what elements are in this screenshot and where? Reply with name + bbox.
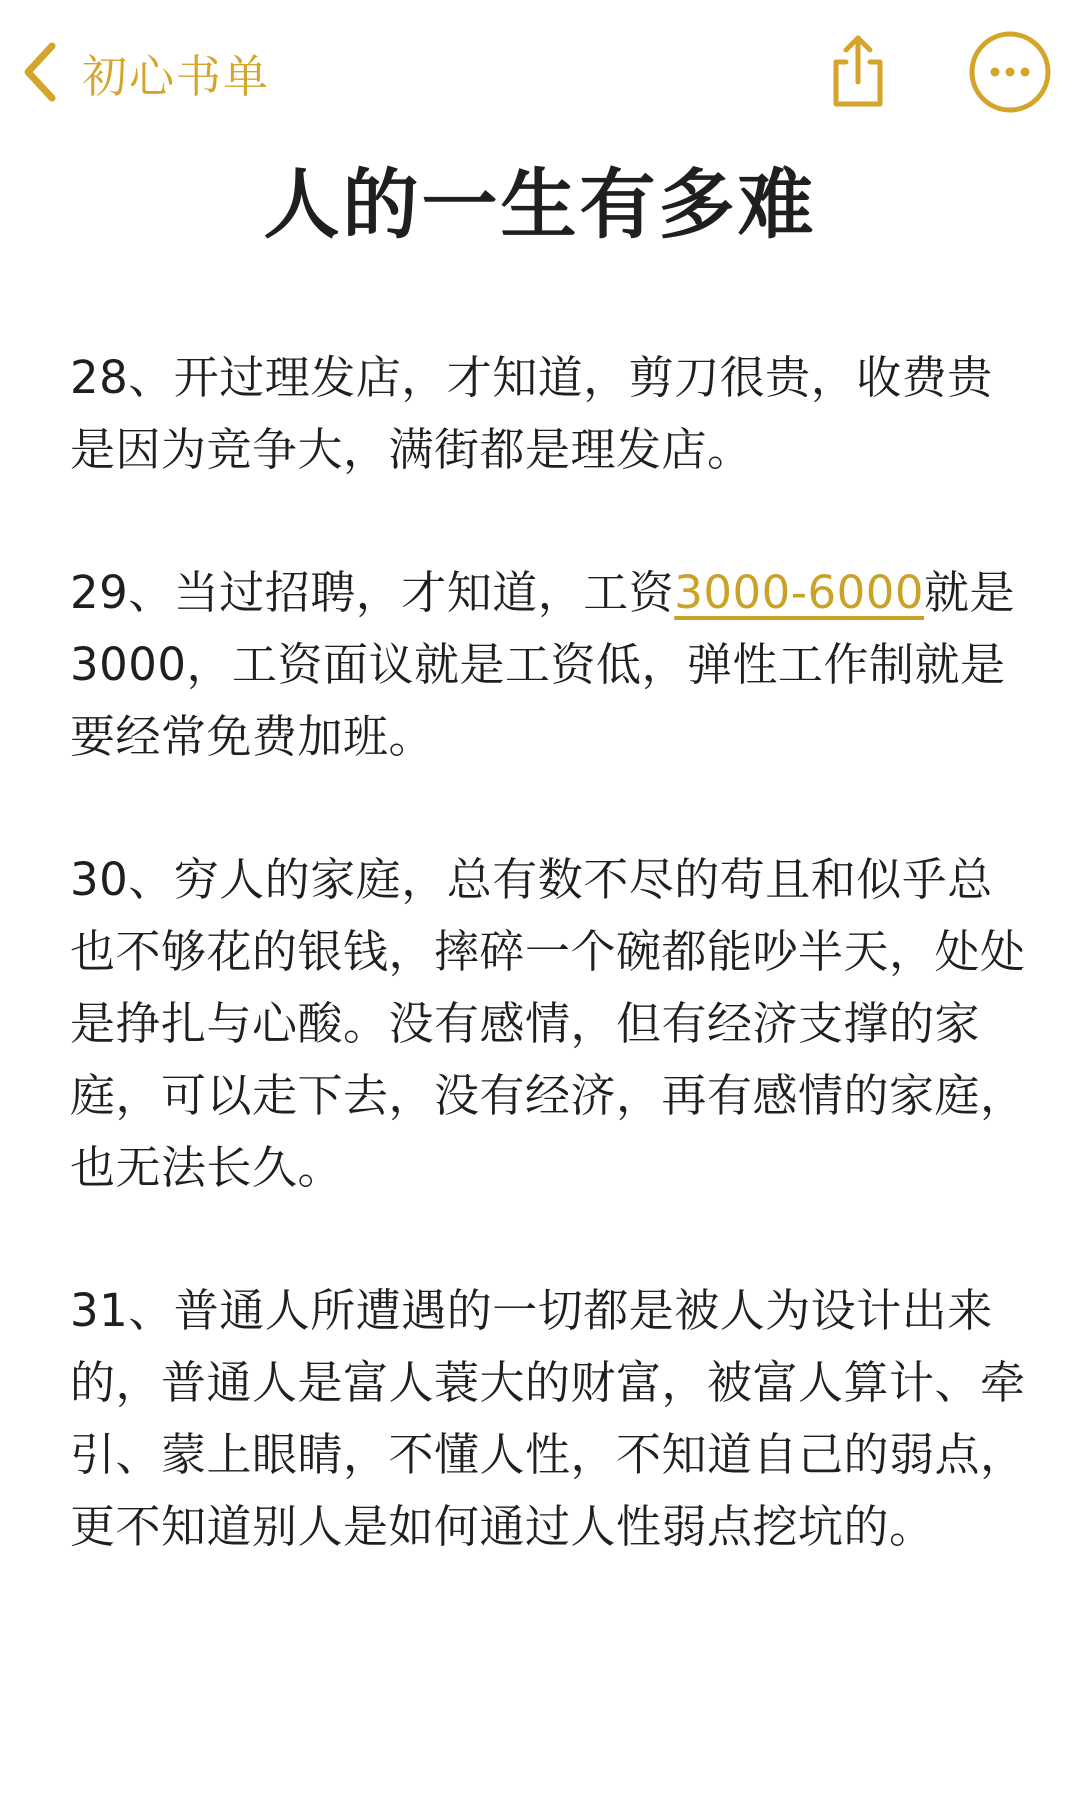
note-paragraph — [70, 557, 1030, 773]
paragraph-text: 29、当过招聘，才知道，工资 — [70, 566, 675, 619]
ellipsis-circle-icon — [968, 30, 1052, 114]
share-button[interactable] — [816, 30, 900, 114]
note-title: 人的一生有多难 — [263, 160, 817, 249]
more-button[interactable] — [968, 30, 1052, 114]
note-paragraph: 28、开过理发店，才知道，剪刀很贵，收费贵是因为竞争大，满街都是理发店。 — [70, 351, 993, 476]
note-paragraph: 31、普通人所遭遇的一切都是被人为设计出来的，普通人是富人蓑大的财富，被富人算计、牵引、蒙上眼睛，不懂人性，不知道自己的弱点，更不知道别人是如何通过人性弱点挖坑的。 — [70, 1284, 1026, 1553]
note-paragraph: 30、穷人的家庭，总有数不尽的苟且和似乎总也不够花的银钱，摔碎一个碗都能吵半天，处处是挣扎与心酸。没有感情，但有经济支撑的家庭，可以走下去，没有经济，再有感情的家庭，也无法长久。 — [70, 853, 1026, 1194]
back-label: 初心书单 — [82, 49, 271, 103]
navigation-bar — [0, 0, 1080, 150]
paragraph-text: 就是3000，工资面议就是工资低，弹性工作制就是要经常免费加班。 — [70, 566, 1016, 763]
chevron-left-icon — [18, 32, 64, 112]
share-icon — [816, 30, 900, 114]
back-button[interactable] — [18, 32, 270, 112]
salary-link[interactable]: 3000-6000 — [674, 566, 925, 619]
note-body — [70, 342, 1030, 1634]
